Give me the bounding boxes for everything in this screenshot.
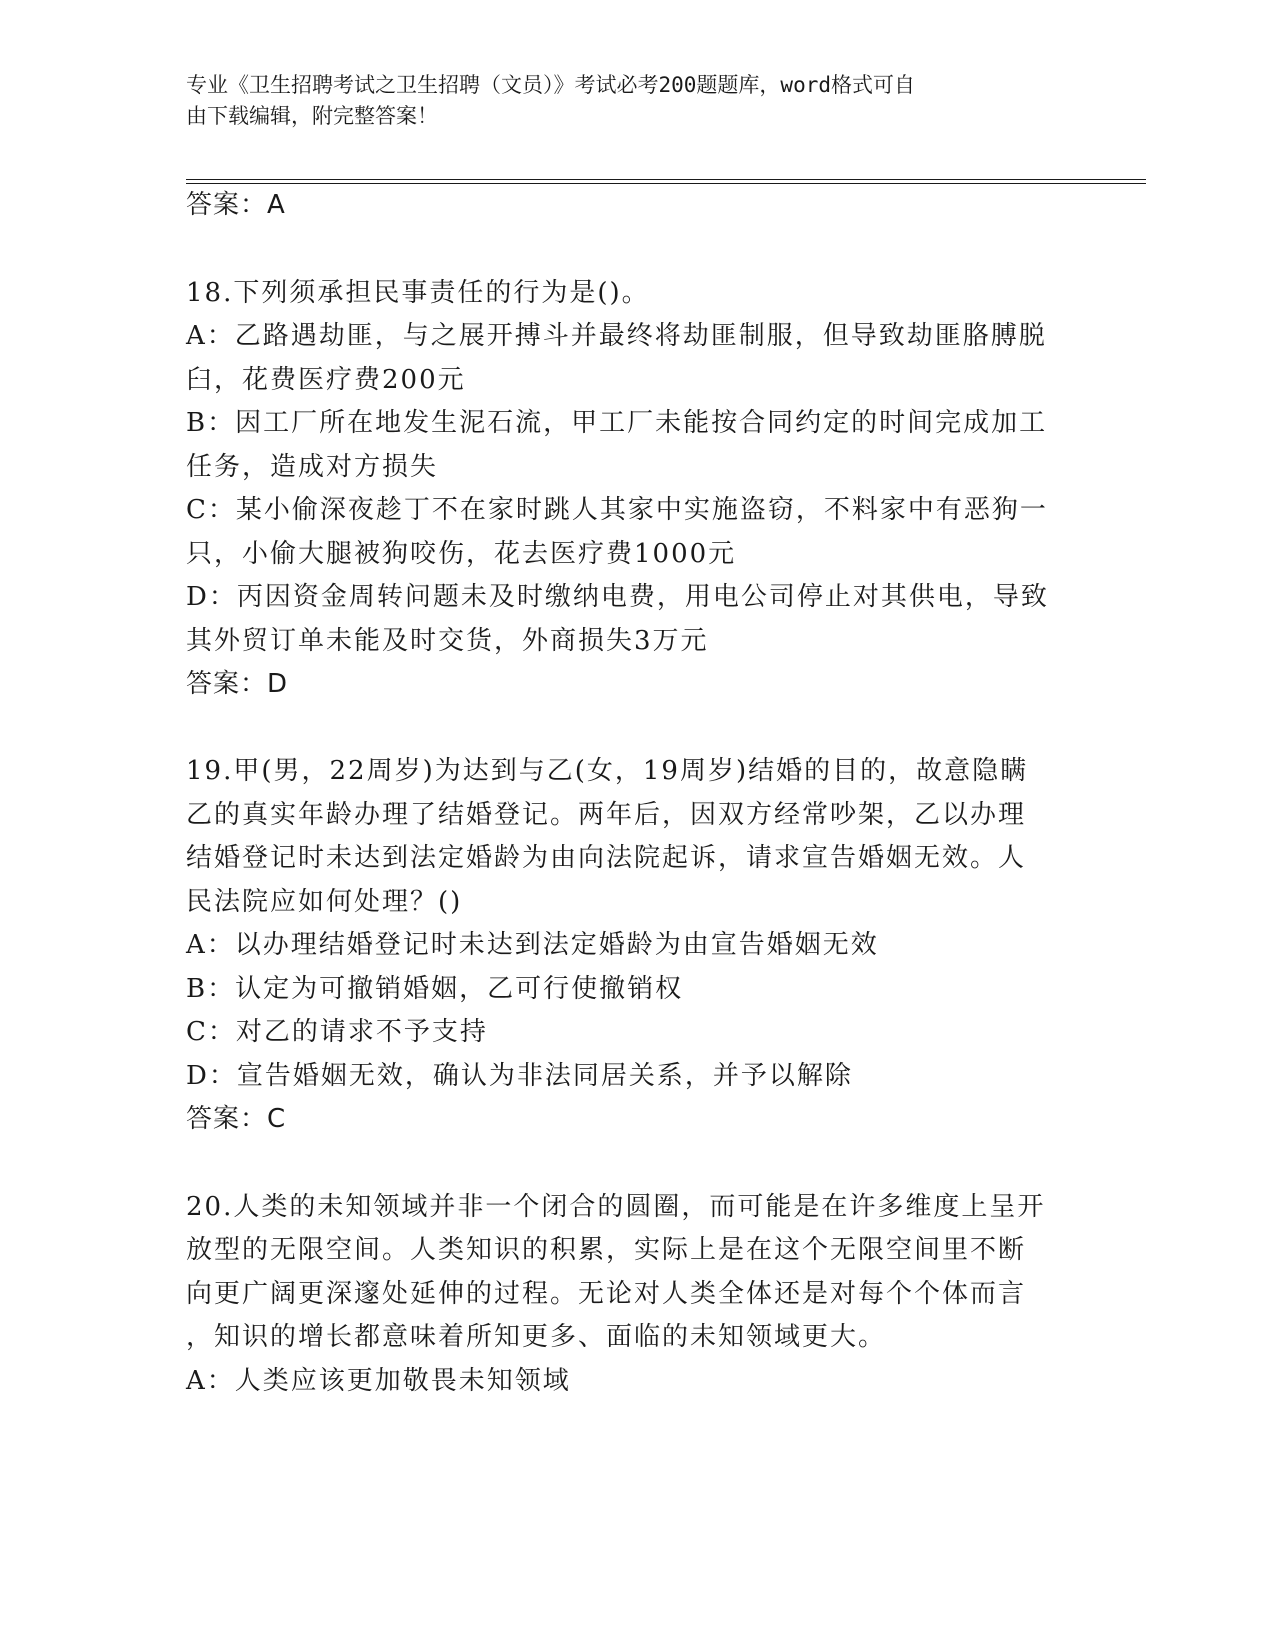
question-20-stem-line2: 放型的无限空间。人类知识的积累，实际上是在这个无限空间里不断 <box>186 1235 1027 1265</box>
question-20-stem-line1: 20.人类的未知领域并非一个闭合的圆圈，而可能是在许多维度上呈开 <box>186 1192 1046 1222</box>
question-19-option-c: C：对乙的请求不予支持 <box>186 1017 488 1047</box>
header-line-2: 由下载编辑，附完整答案！ <box>186 104 438 128</box>
question-19-option-b: B：认定为可撤销婚姻，乙可行使撤销权 <box>186 974 684 1004</box>
question-19-stem-line2: 乙的真实年龄办理了结婚登记。两年后，因双方经常吵架，乙以办理 <box>186 800 1027 830</box>
question-18-option-c-line1: C：某小偷深夜趁丁不在家时跳人其家中实施盗窃，不料家中有恶狗一 <box>186 495 1048 525</box>
question-20-stem-line4: ，知识的增长都意味着所知更多、面临的未知领域更大。 <box>186 1322 887 1352</box>
question-19-answer: 答案：C <box>186 1104 287 1134</box>
question-19-option-a: A：以办理结婚登记时未达到法定婚龄为由宣告婚姻无效 <box>186 930 879 960</box>
question-18-stem: 18.下列须承担民事责任的行为是()。 <box>186 278 650 308</box>
question-18-option-b-line2: 任务，造成对方损失 <box>186 452 439 482</box>
question-19-option-d: D：宣告婚姻无效，确认为非法同居关系，并予以解除 <box>186 1061 853 1091</box>
question-18-option-d-line2: 其外贸订单未能及时交货，外商损失3万元 <box>186 626 709 656</box>
question-18-answer: 答案：D <box>186 669 289 699</box>
header-line-1: 专业《卫生招聘考试之卫生招聘（文员）》考试必考200题题库，word格式可自 <box>186 73 915 97</box>
document-header <box>186 70 1086 132</box>
question-19-stem-line4: 民法院应如何处理？() <box>186 887 463 917</box>
header-divider-bottom <box>186 183 1146 184</box>
question-20-stem-line3: 向更广阔更深邃处延伸的过程。无论对人类全体还是对每个个体而言 <box>186 1279 1027 1309</box>
question-18-option-b-line1: B：因工厂所在地发生泥石流，甲工厂未能按合同约定的时间完成加工 <box>186 408 1048 438</box>
question-18-option-a-line2: 臼，花费医疗费200元 <box>186 365 466 395</box>
question-18-option-c-line2: 只，小偷大腿被狗咬伤，花去医疗费1000元 <box>186 539 737 569</box>
answer-17: 答案：A <box>186 190 286 220</box>
question-19-stem-line1: 19.甲(男，22周岁)为达到与乙(女，19周岁)结婚的目的，故意隐瞒 <box>186 756 1029 786</box>
question-19-stem-line3: 结婚登记时未达到法定婚龄为由向法院起诉，请求宣告婚姻无效。人 <box>186 843 1027 873</box>
question-20-option-a: A：人类应该更加敬畏未知领域 <box>186 1366 571 1396</box>
question-18-option-a-line1: A：乙路遇劫匪，与之展开搏斗并最终将劫匪制服，但导致劫匪胳膊脱 <box>186 321 1047 351</box>
question-18-option-d-line1: D：丙因资金周转问题未及时缴纳电费，用电公司停止对其供电，导致 <box>186 582 1049 612</box>
header-divider-top <box>186 179 1146 180</box>
